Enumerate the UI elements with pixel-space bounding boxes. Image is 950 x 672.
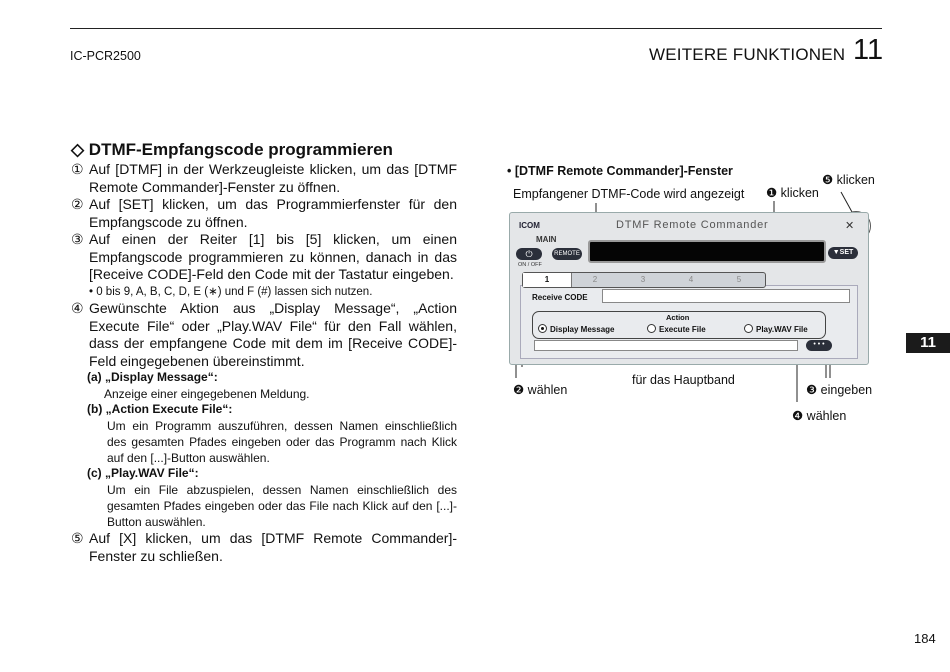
label-click-1: ❶ klicken	[766, 186, 819, 200]
page-number: 184	[914, 631, 936, 646]
radio-label: Play.WAV File	[756, 325, 808, 334]
step-text: Gewünschte Aktion aus „Display Message“, „Action Execute File“ oder „Play.WAV File“ für den Fall wählen, dass der empfangene Code mit dem im [Receive CODE]-Feld eingegebenen übereinstimmt.	[89, 300, 457, 369]
tab-3[interactable]: 3	[640, 275, 646, 284]
receive-code-input[interactable]	[602, 289, 850, 303]
label-display: Empfangener DTMF-Code wird angezeigt	[513, 187, 745, 201]
action-label: Action	[666, 313, 690, 322]
step-number: ⑤	[71, 530, 84, 546]
label-choose-4: ❹ wählen	[792, 409, 847, 423]
option-c-heading: (c) „Play.WAV File“:	[87, 466, 199, 480]
step-number: ②	[71, 196, 84, 212]
radio-display-message[interactable]	[538, 324, 614, 334]
label-choose-2: ❷ wählen	[513, 383, 568, 397]
step-number: ①	[71, 161, 84, 177]
tab-4[interactable]: 4	[688, 275, 694, 284]
power-button[interactable]: ⏻	[516, 248, 542, 260]
window-titlebar	[510, 213, 868, 233]
label-mainband: für das Hauptband	[632, 373, 735, 387]
option-a-heading: (a) „Display Message“:	[87, 370, 218, 384]
radio-label: Display Message	[550, 325, 615, 334]
code-tabs	[522, 272, 766, 288]
remote-button[interactable]: REMOTE	[552, 248, 582, 260]
tab-5[interactable]: 5	[736, 275, 742, 284]
radio-dot	[744, 324, 753, 333]
option-b-heading: (b) „Action Execute File“:	[87, 402, 233, 416]
step-text: Auf [DTMF] in der Werkzeugleiste klicken, um das [DTMF Remote Commander]-Fenster zu öffnen.	[89, 161, 457, 195]
file-path-input[interactable]	[534, 340, 798, 351]
receive-code-label: Receive CODE	[532, 293, 588, 302]
radio-dot	[647, 324, 656, 333]
main-label: MAIN	[536, 235, 557, 244]
set-button[interactable]: ▼SET	[828, 247, 858, 259]
label-enter-3: ❸ eingeben	[806, 383, 873, 397]
tab-2[interactable]: 2	[592, 275, 598, 284]
option-b-text: Um ein Programm auszuführen, dessen Namen einschließlich des gesamten Pfades eingeben oder das Programm nach Klick auf den [...]-Button auswählen.	[107, 419, 457, 465]
chapter-side-tab: 11	[906, 333, 950, 353]
dtmf-code-display	[588, 240, 826, 263]
allowed-chars-note: • 0 bis 9, A, B, C, D, E (∗) und F (#) lassen sich nutzen.	[89, 286, 373, 298]
step-text: Auf [SET] klicken, um das Programmierfenster für den Empfangscode zu öffnen.	[89, 196, 457, 230]
icom-logo: ICOM	[519, 221, 540, 230]
step-number: ④	[71, 300, 84, 316]
dtmf-window	[509, 212, 869, 365]
step-text: Auf [X] klicken, um das [DTMF Remote Commander]-Fenster zu schließen.	[89, 530, 457, 564]
radio-dot	[538, 324, 547, 333]
model-name: IC-PCR2500	[70, 49, 141, 63]
browse-button[interactable]: • • •	[806, 340, 832, 351]
label-click-5: ❺ klicken	[822, 173, 875, 187]
window-title: DTMF Remote Commander	[616, 219, 769, 231]
option-c-text: Um ein File abzuspielen, dessen Namen einschließlich des gesamten Pfades eingeben oder das File nach Klick auf den [...]-Button auswählen.	[107, 483, 457, 529]
chapter-number: 11	[853, 34, 884, 66]
step-text: Auf einen der Reiter [1] bis [5] klicken, um einen Empfangscode programmieren zu können, danach in das [Receive CODE]-Feld den Code mit der Tastatur eingeben.	[89, 231, 457, 283]
close-button[interactable]: ✕	[845, 220, 855, 232]
section-title: ◇ DTMF-Empfangscode programmieren	[71, 140, 393, 159]
chapter-title: WEITERE FUNKTIONEN	[649, 45, 846, 64]
figure-caption: • [DTMF Remote Commander]-Fenster	[507, 164, 733, 178]
radio-label: Execute File	[659, 325, 706, 334]
option-a-text: Anzeige einer eingegebenen Meldung.	[104, 387, 310, 401]
radio-play-wav[interactable]	[744, 324, 808, 334]
on-off-label: ON / OFF	[518, 262, 542, 268]
step-number: ③	[71, 231, 84, 247]
tab-1[interactable]: 1	[523, 273, 572, 287]
radio-execute-file[interactable]	[647, 324, 706, 334]
